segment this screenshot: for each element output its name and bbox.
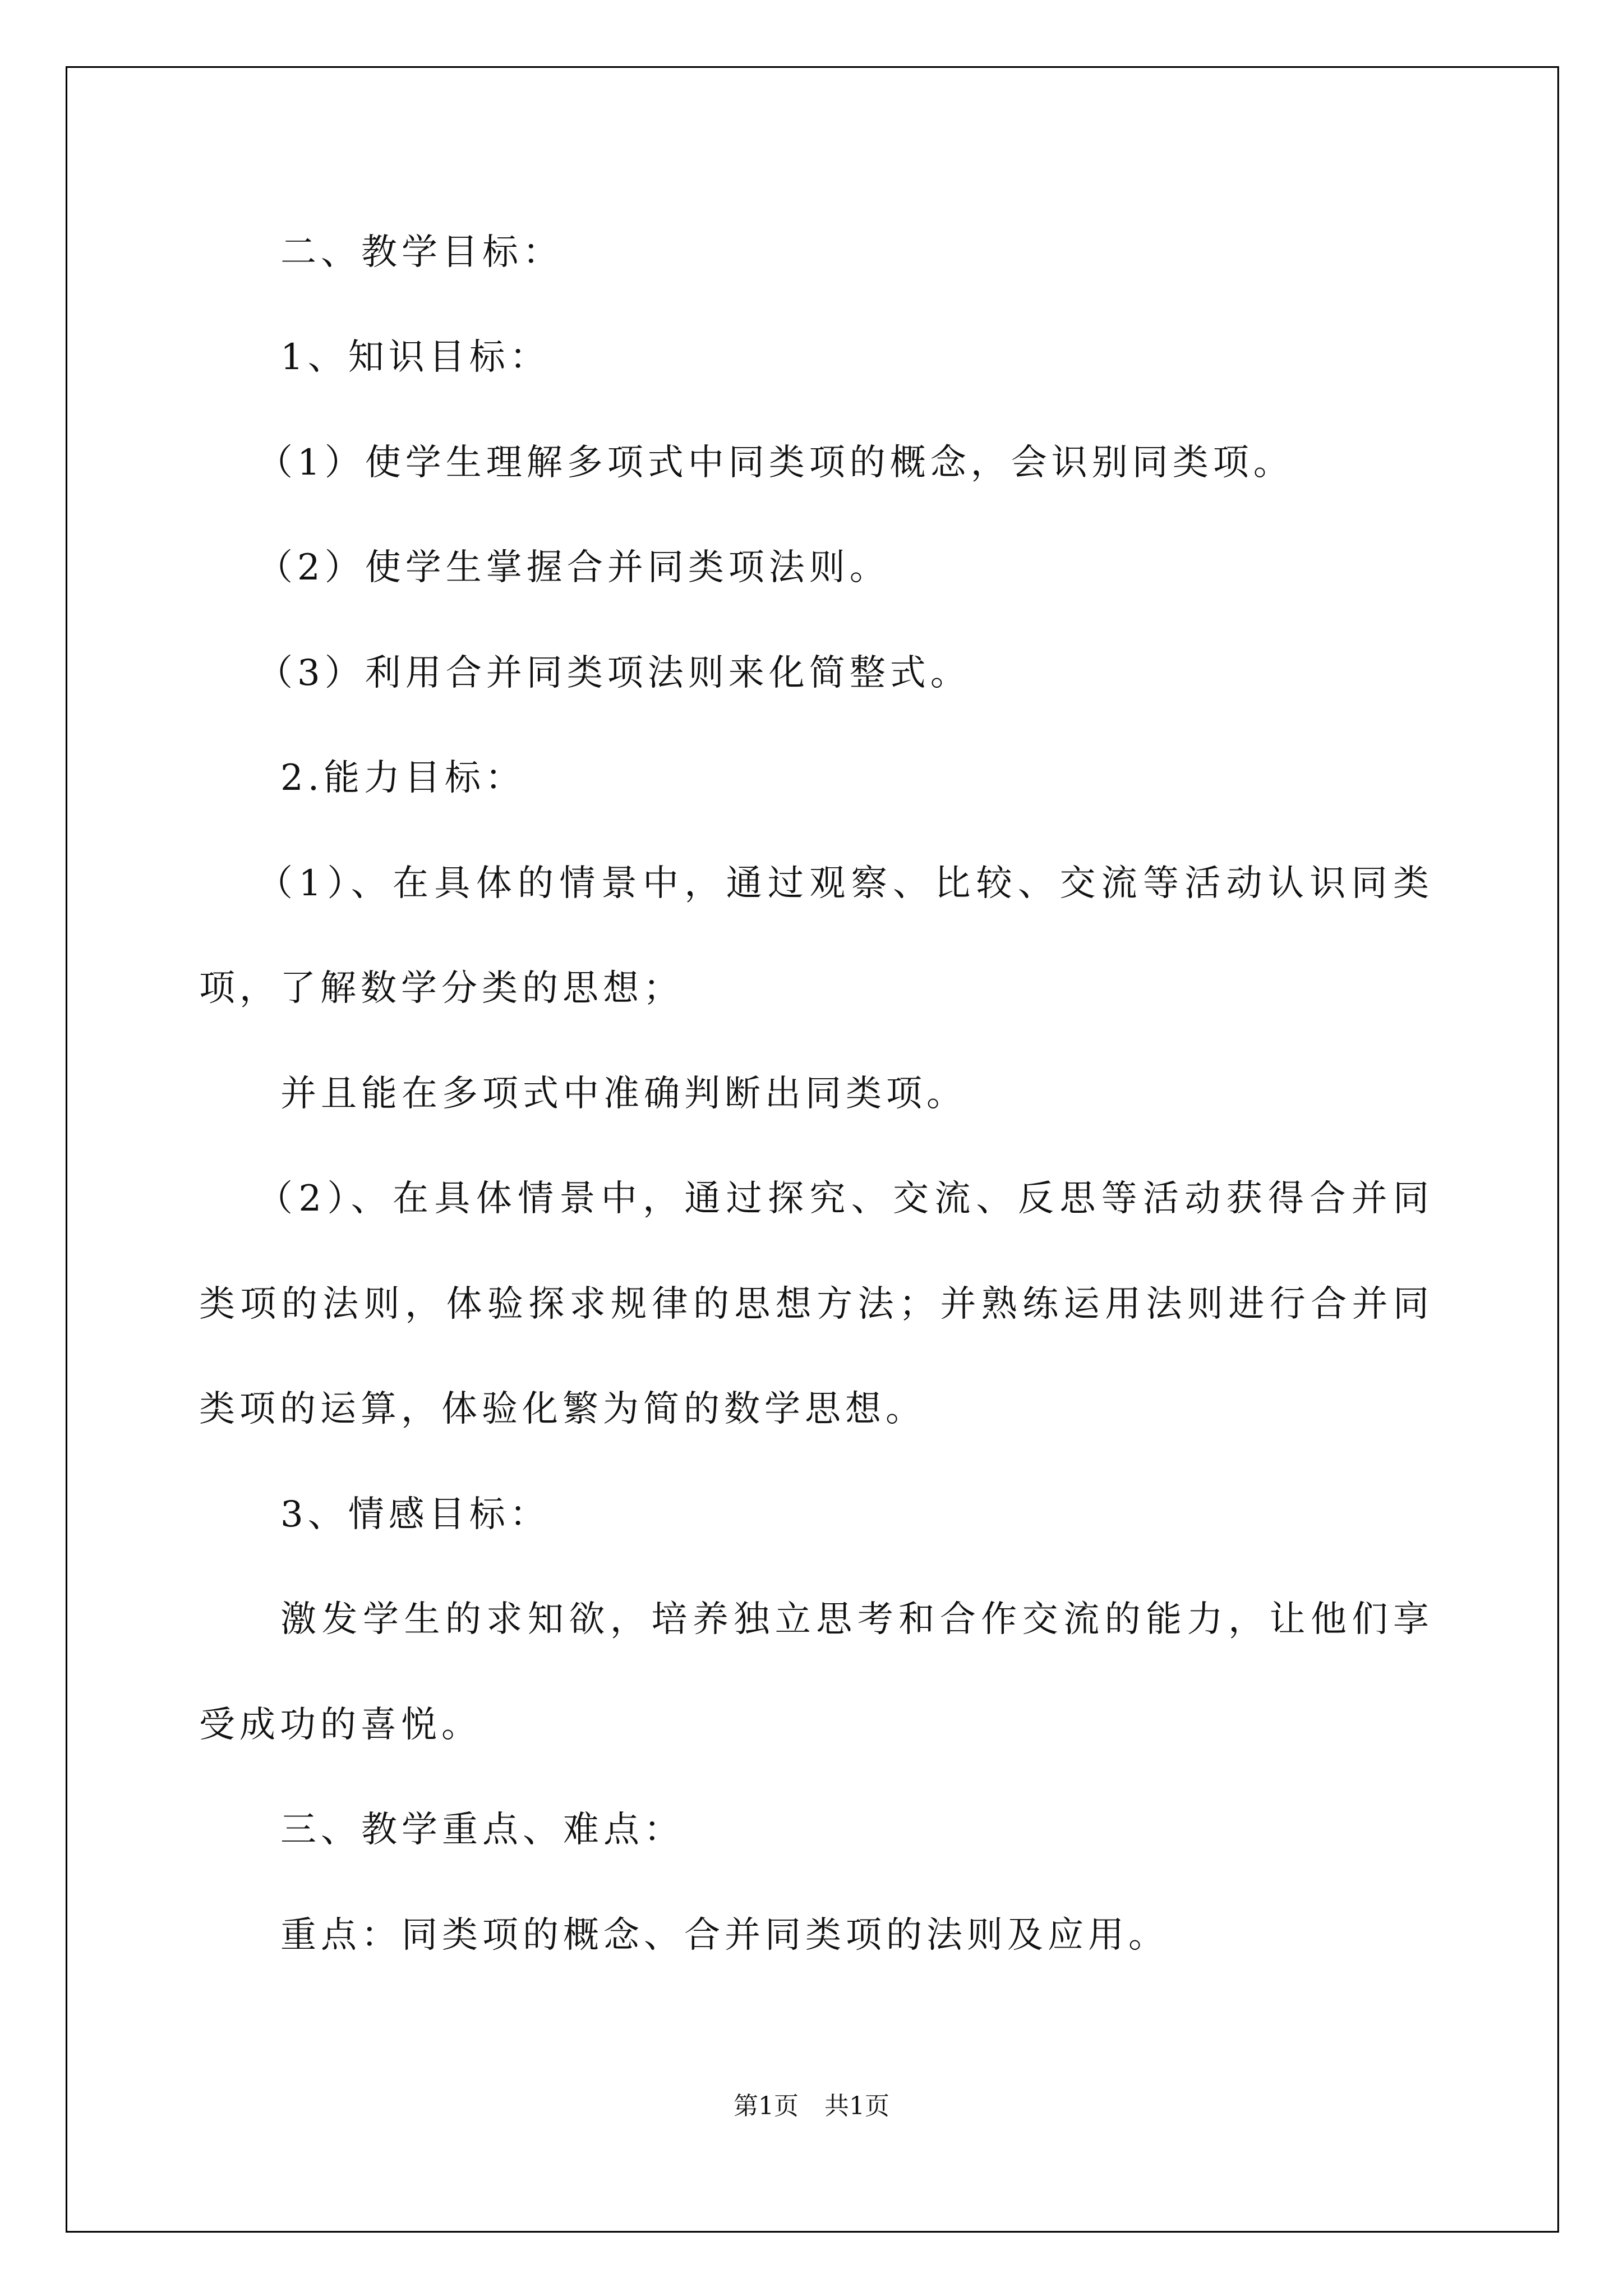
affective-paragraph-line-2: 受成功的喜悦。 [199,1704,482,1746]
affective-paragraph-line-1: 激发学生的求知欲，培养独立思考和合作交流的能力，让他们享 [280,1599,1429,1640]
ability-item-1-line-2: 项，了解数学分类的思想； [199,968,684,1009]
ability-item-2-line-2: 类项的法则，体验探求规律的思想方法；并熟练运用法则进行合并同 [199,1283,1429,1325]
key-points-paragraph: 重点：同类项的概念、合并同类项的法则及应用。 [280,1915,1169,1956]
subheading-ability-objectives: 2.能力目标： [280,757,526,799]
page-footer [0,2090,1623,2123]
ability-item-2-line-1: （2）、在具体情景中，通过探究、交流、反思等活动获得合并同 [257,1178,1429,1220]
total-pages-label: 共1页 [824,2092,889,2120]
knowledge-item-2: （2）使学生掌握合并同类项法则。 [257,547,890,588]
knowledge-item-3: （3）利用合并同类项法则来化简整式。 [257,652,971,694]
section-heading-objectives: 二、教学目标： [280,232,563,273]
knowledge-item-1: （1）使学生理解多项式中同类项的概念，会识别同类项。 [257,442,1294,484]
ability-item-1-line-1: （1）、在具体的情景中，通过观察、比较、交流等活动认识同类 [257,863,1429,904]
section-heading-key-points: 三、教学重点、难点： [280,1809,684,1851]
ability-item-1-line-3: 并且能在多项式中准确判断出同类项。 [280,1073,967,1115]
page-number-label: 第1页 [734,2092,799,2120]
subheading-knowledge-objectives: 1、知识目标： [280,337,550,378]
subheading-affective-objectives: 3、情感目标： [280,1494,550,1535]
ability-item-2-line-3: 类项的运算，体验化繁为简的数学思想。 [199,1388,926,1430]
